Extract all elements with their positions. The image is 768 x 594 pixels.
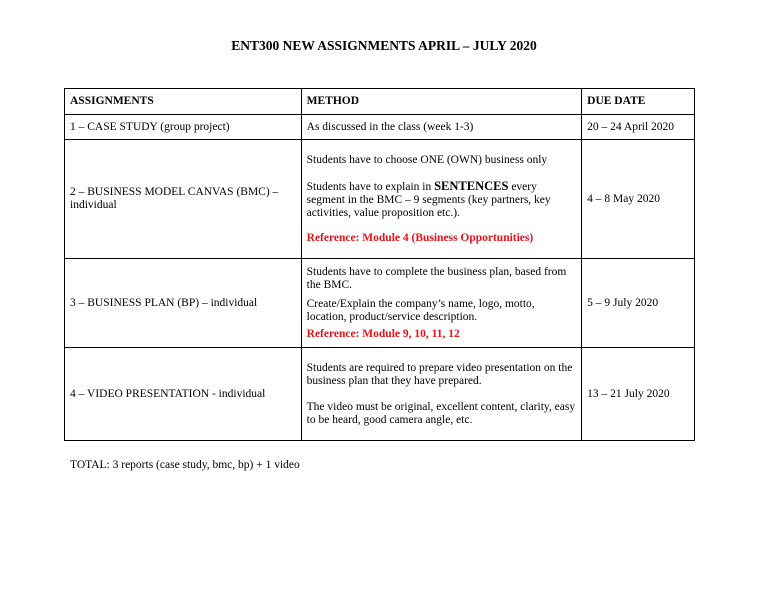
reference-text: Reference: Module 9, 10, 11, 12 [306,327,460,340]
assignment-cell: 3 – BUSINESS PLAN (BP) – individual [65,259,302,348]
table-row [65,115,695,140]
method-text [307,180,577,220]
assignments-table [64,88,695,441]
header-due-date: DUE DATE [582,89,695,115]
method-text-part: Students have to explain in [306,180,435,193]
method-cell [301,259,582,348]
due-date-cell: 20 – 24 April 2020 [582,115,695,140]
header-method: METHOD [301,89,582,115]
reference-text: Reference: Module 4 (Business Opportunities) [306,231,534,244]
table-row [65,348,695,441]
method-cell [301,140,582,259]
due-date-cell: 4 – 8 May 2020 [582,140,695,259]
method-text: Create/Explain the company’s name, logo, motto, location, product/service description. [306,297,535,323]
method-text: Students have to complete the business plan, based from the BMC. [306,265,567,291]
assignment-cell: 2 – BUSINESS MODEL CANVAS (BMC) – individual [65,140,302,259]
method-text-part: every segment in the BMC – 9 segments (key partners, key activities, value proposition etc.). [306,180,551,219]
emphasis-text: SENTENCES [434,178,509,193]
due-date-cell: 13 – 21 July 2020 [582,348,695,441]
total-summary: TOTAL: 3 reports (case study, bmc, bp) + 1 video [70,459,300,471]
assignment-cell: 4 – VIDEO PRESENTATION - individual [65,348,302,441]
header-assignments: ASSIGNMENTS [65,89,302,115]
table-row [65,259,695,348]
method-text: Students are required to prepare video presentation on the business plan that they have prepared. [306,361,573,387]
method-cell: As discussed in the class (week 1-3) [301,115,582,140]
assignment-cell: 1 – CASE STUDY (group project) [65,115,302,140]
method-text: The video must be original, excellent content, clarity, easy to be heard, good camera angle, etc. [306,400,576,426]
method-cell [301,348,582,441]
page-title: ENT300 NEW ASSIGNMENTS APRIL – JULY 2020 [231,38,537,53]
table-header-row [65,89,695,115]
table-row [65,140,695,259]
method-text: Students have to choose ONE (OWN) business only [306,153,548,166]
due-date-cell: 5 – 9 July 2020 [582,259,695,348]
